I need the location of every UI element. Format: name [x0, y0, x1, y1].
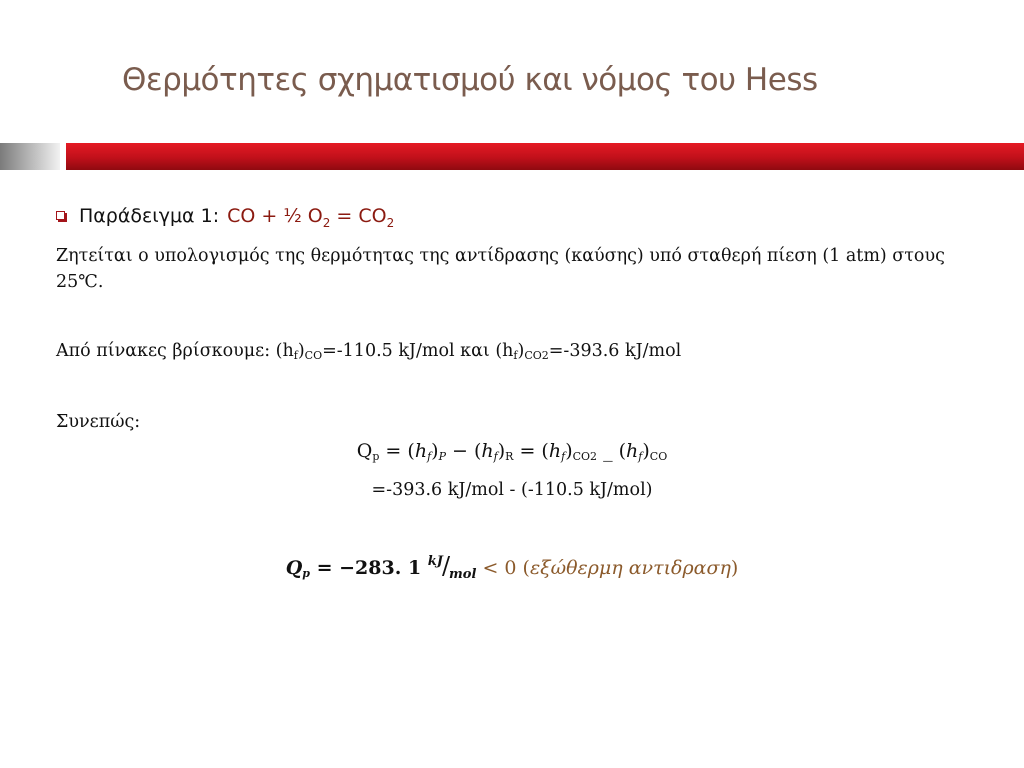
- exothermic-note: εξώθερμη αντιδραση: [529, 557, 731, 579]
- unit-fraction: $^{kJ}/_{mol}$: [427, 552, 477, 582]
- equation-result: Qp = −283. 1 $^{kJ}/_{mol} < 0$ (εξώθερμη αντιδραση): [285, 552, 739, 582]
- header-band-grey: [0, 143, 60, 170]
- tables-line: Από πίνακες βρίσκουμε: (hf)CO=-110.5 kJ/mol και (hf)CO2=-393.6 kJ/mol: [56, 341, 682, 362]
- square-bullet-icon: [56, 211, 65, 220]
- therefore-label: Συνεπώς:: [56, 412, 141, 432]
- header-band-red: [66, 143, 1024, 170]
- problem-description: Ζητείται ο υπολογισμός της θερμότητας της αντίδρασης (καύσης) υπό σταθερή πίεση (1 atm) στους 25℃.: [56, 246, 945, 292]
- slide-title: Θερμότητες σχηματισμού και νόμος του Hess: [122, 62, 818, 98]
- equation-substitution: =-393.6 kJ/mol - (-110.5 kJ/mol): [371, 480, 653, 500]
- reaction-equation: CO + ½ $O_2 = CO_2$: [227, 205, 395, 230]
- example-bullet: [56, 205, 394, 230]
- example-label: Παράδειγμα 1:: [79, 205, 220, 227]
- equation-qp: Qp = (hf)P − (hf)R = (hf)CO2 _ (hf)CO: [356, 440, 668, 463]
